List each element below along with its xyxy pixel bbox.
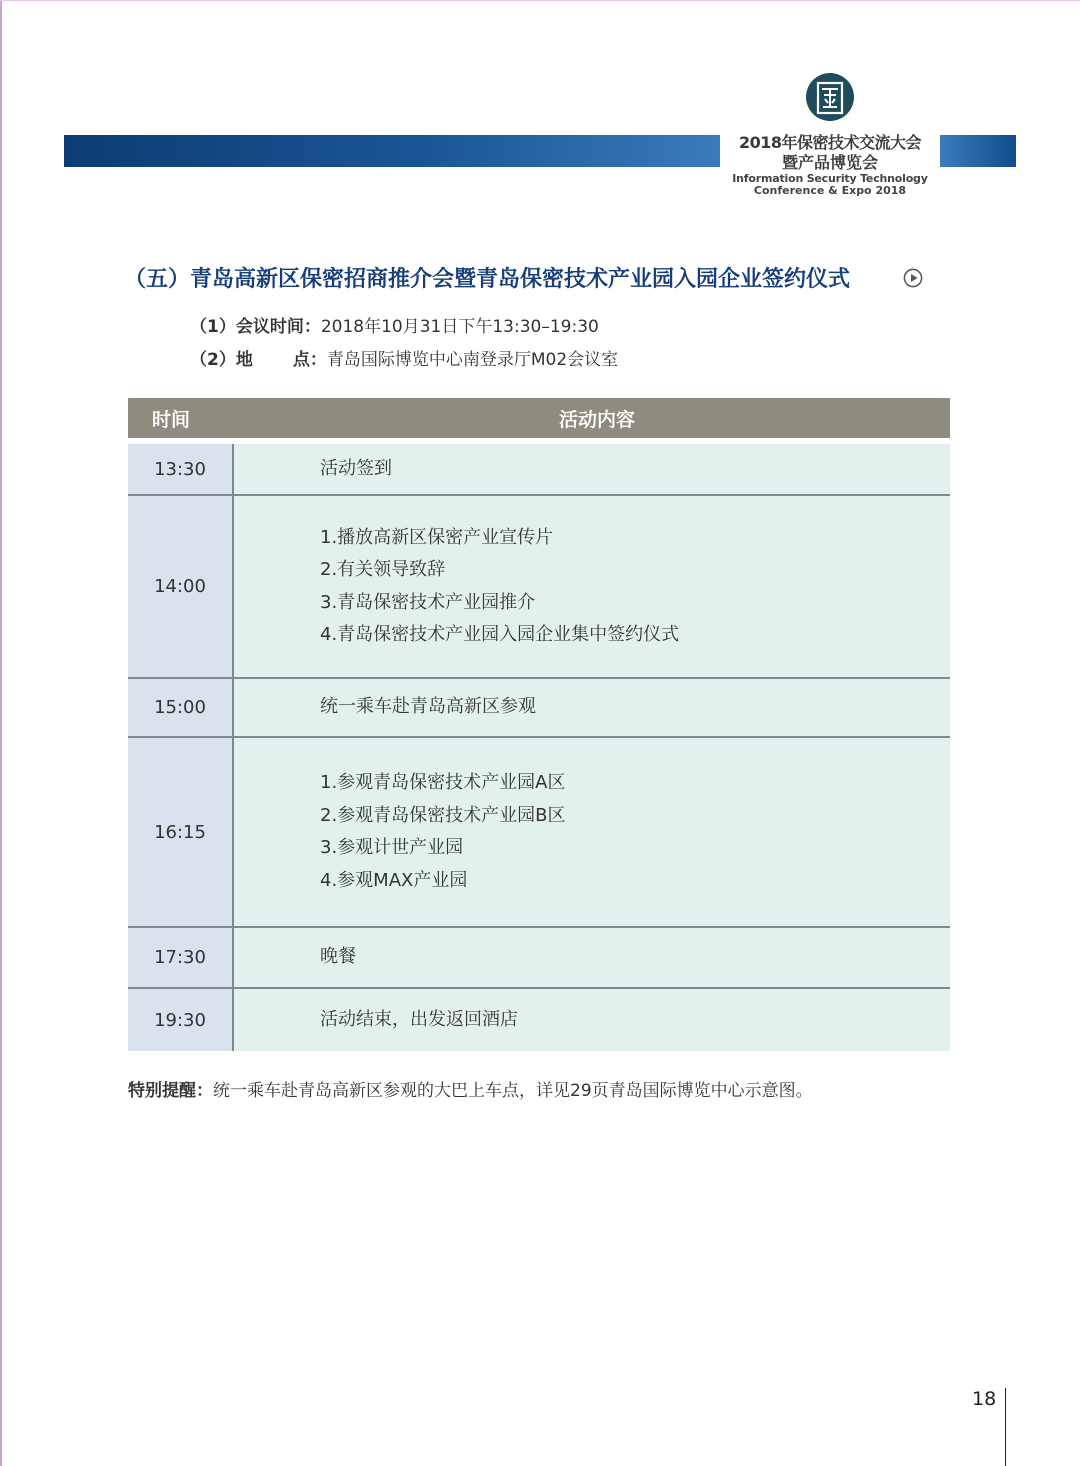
conference-subtitle-cn: 暨产品博览会 xyxy=(781,153,878,172)
meeting-location-value: 青岛国际博览中心南登录厅M02会议室 xyxy=(326,350,619,370)
activity-item: 3.参观计世产业园 xyxy=(320,837,464,858)
header-activity: 活动内容 xyxy=(558,408,635,431)
row-activity xyxy=(234,444,950,494)
header-band-left xyxy=(64,135,720,167)
table-row xyxy=(128,679,950,738)
table-row xyxy=(128,738,950,928)
row-time: 17:30 xyxy=(128,928,234,987)
page-number-rule xyxy=(1005,1388,1006,1466)
meeting-location-label-b: 点： xyxy=(292,350,327,370)
row-activity xyxy=(234,989,950,1051)
meeting-location-row xyxy=(190,345,618,370)
row-time: 15:00 xyxy=(128,679,234,736)
activity-item: 2.参观青岛保密技术产业园B区 xyxy=(320,804,566,826)
table-row xyxy=(128,444,950,496)
meeting-time-value: 2018年10月31日下午13:30–19:30 xyxy=(320,317,599,337)
activity-item: 活动结束，出发返回酒店 xyxy=(320,1008,518,1030)
row-activity xyxy=(234,738,950,926)
row-time: 19:30 xyxy=(128,989,234,1051)
row-time: 13:30 xyxy=(128,444,234,494)
conference-title-cn: 2018年保密技术交流大会 xyxy=(738,133,922,152)
row-time: 14:00 xyxy=(128,496,234,677)
special-reminder xyxy=(128,1076,813,1101)
table-row xyxy=(128,496,950,679)
row-activity xyxy=(234,496,950,677)
row-activity xyxy=(234,928,950,987)
activity-item: 1.参观青岛保密技术产业园A区 xyxy=(320,772,566,793)
reminder-text: 统一乘车赴青岛高新区参观的大巴上车点，详见29页青岛国际博览中心示意图。 xyxy=(213,1081,813,1101)
page-border-top xyxy=(0,0,1080,1)
section-title: （五）青岛高新区保密招商推介会暨青岛保密技术产业园入园企业签约仪式 xyxy=(124,267,851,292)
activity-item: 活动签到 xyxy=(320,457,392,479)
conference-seal-logo-icon xyxy=(806,73,854,121)
conference-subtitle-en: Conference & Expo 2018 xyxy=(753,184,907,197)
schedule-table xyxy=(128,398,950,1051)
reminder-label: 特别提醒： xyxy=(128,1081,213,1101)
activity-item: 2.有关领导致辞 xyxy=(320,559,446,580)
page-number: 18 xyxy=(972,1388,997,1410)
table-row xyxy=(128,928,950,989)
activity-item: 晚餐 xyxy=(320,946,356,968)
row-activity xyxy=(234,679,950,736)
activity-item: 4.青岛保密技术产业园入园企业集中签约仪式 xyxy=(320,624,680,645)
header-band-right xyxy=(940,135,1016,167)
activity-item: 1.播放高新区保密产业宣传片 xyxy=(320,526,554,548)
activity-item: 3.青岛保密技术产业园推介 xyxy=(320,591,536,613)
meeting-time-row xyxy=(190,312,599,337)
activity-item: 4.参观MAX产业园 xyxy=(320,869,468,891)
header-time: 时间 xyxy=(152,408,191,431)
conference-title-en: Information Security Technology xyxy=(732,172,928,185)
activity-item: 统一乘车赴青岛高新区参观 xyxy=(320,696,536,718)
row-time: 16:15 xyxy=(128,738,234,926)
table-header xyxy=(128,398,950,438)
table-row xyxy=(128,989,950,1051)
meeting-time-label: （1）会议时间： xyxy=(190,317,321,337)
meeting-location-label-a: （2）地 xyxy=(190,350,253,370)
play-circle-icon xyxy=(903,268,923,288)
page-border-left xyxy=(0,0,2,1466)
